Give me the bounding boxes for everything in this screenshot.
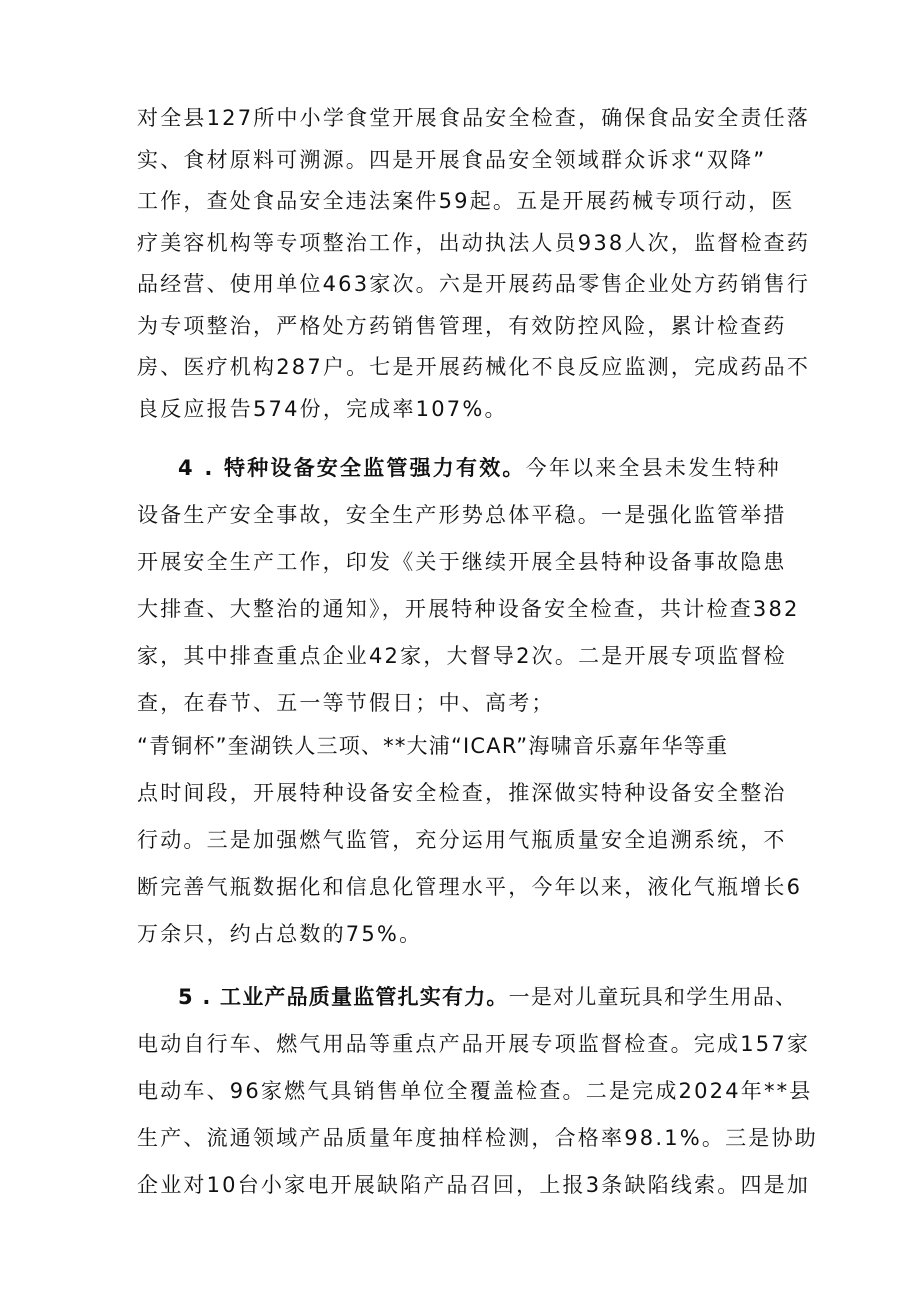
text-line: 行动。三是加强燃气监管，充分运用气瓶质量安全追溯系统，不 <box>137 828 787 852</box>
section-4-heading: 4 . 特种设备安全监管强力有效。 <box>178 456 526 480</box>
section-4-first-line <box>178 454 781 482</box>
text-line: 良反应报告574份，完成率107%。 <box>137 397 508 421</box>
text-line: 房、医疗机构287户。七是开展药械化不良反应监测，完成药品不 <box>137 355 811 379</box>
text-line: 生产、流通领域产品质量年度抽样检测，合格率98.1%。三是协助 <box>137 1126 818 1150</box>
text-line: 为专项整治，严格处方药销售管理，有效防控风险，累计检查药 <box>137 314 787 338</box>
text-line: 工作，查处食品安全违法案件59起。五是开展药械专项行动，医 <box>137 189 795 213</box>
text-line: 查，在春节、五一等节假日；中、高考； <box>137 691 555 715</box>
text-line: 开展安全生产工作，印发《关于继续开展全县特种设备事故隐患 <box>137 550 787 574</box>
text-line: 实、食材原料可溯源。四是开展食品安全领域群众诉求“双降” <box>137 148 767 172</box>
section-4-first-line-text: 今年以来全县未发生特种 <box>525 456 781 480</box>
text-line: 万余只，约占总数的75%。 <box>137 922 423 946</box>
text-line: 企业对10台小家电开展缺陷产品召回，上报3条缺陷线索。四是加 <box>137 1173 811 1197</box>
text-line: 大排查、大整治的通知》，开展特种设备安全检查，共计检查382 <box>137 597 800 621</box>
section-5-first-line-text: 一是对儿童玩具和学生用品、 <box>508 985 798 1009</box>
text-line: 电动车、96家燃气具销售单位全覆盖检查。二是完成2024年**县 <box>137 1079 813 1103</box>
text-line: 家，其中排查重点企业42家，大督导2次。二是开展专项监督检 <box>137 644 787 668</box>
section-5-heading: 5 . 工业产品质量监管扎实有力。 <box>178 985 509 1009</box>
text-line: 疗美容机构等专项整治工作，出动执法人员938人次，监督检查药 <box>137 231 811 255</box>
text-line: 电动自行车、燃气用品等重点产品开展专项监督检查。完成157家 <box>137 1032 811 1056</box>
text-line: 对全县127所中小学食堂开展食品安全检查，确保食品安全责任落 <box>137 106 811 130</box>
text-line: 设备生产安全事故，安全生产形势总体平稳。一是强化监管举措 <box>137 503 787 527</box>
text-line: 断完善气瓶数据化和信息化管理水平，今年以来，液化气瓶增长6 <box>137 875 803 899</box>
section-5-first-line <box>178 983 797 1011</box>
text-line: 品经营、使用单位463家次。六是开展药品零售企业处方药销售行 <box>137 272 811 296</box>
text-line: “青铜杯”奎湖铁人三项、**大浦“ICAR”海啸音乐嘉年华等重 <box>137 734 729 758</box>
text-line: 点时间段，开展特种设备安全检查，推深做实特种设备安全整治 <box>137 781 787 805</box>
